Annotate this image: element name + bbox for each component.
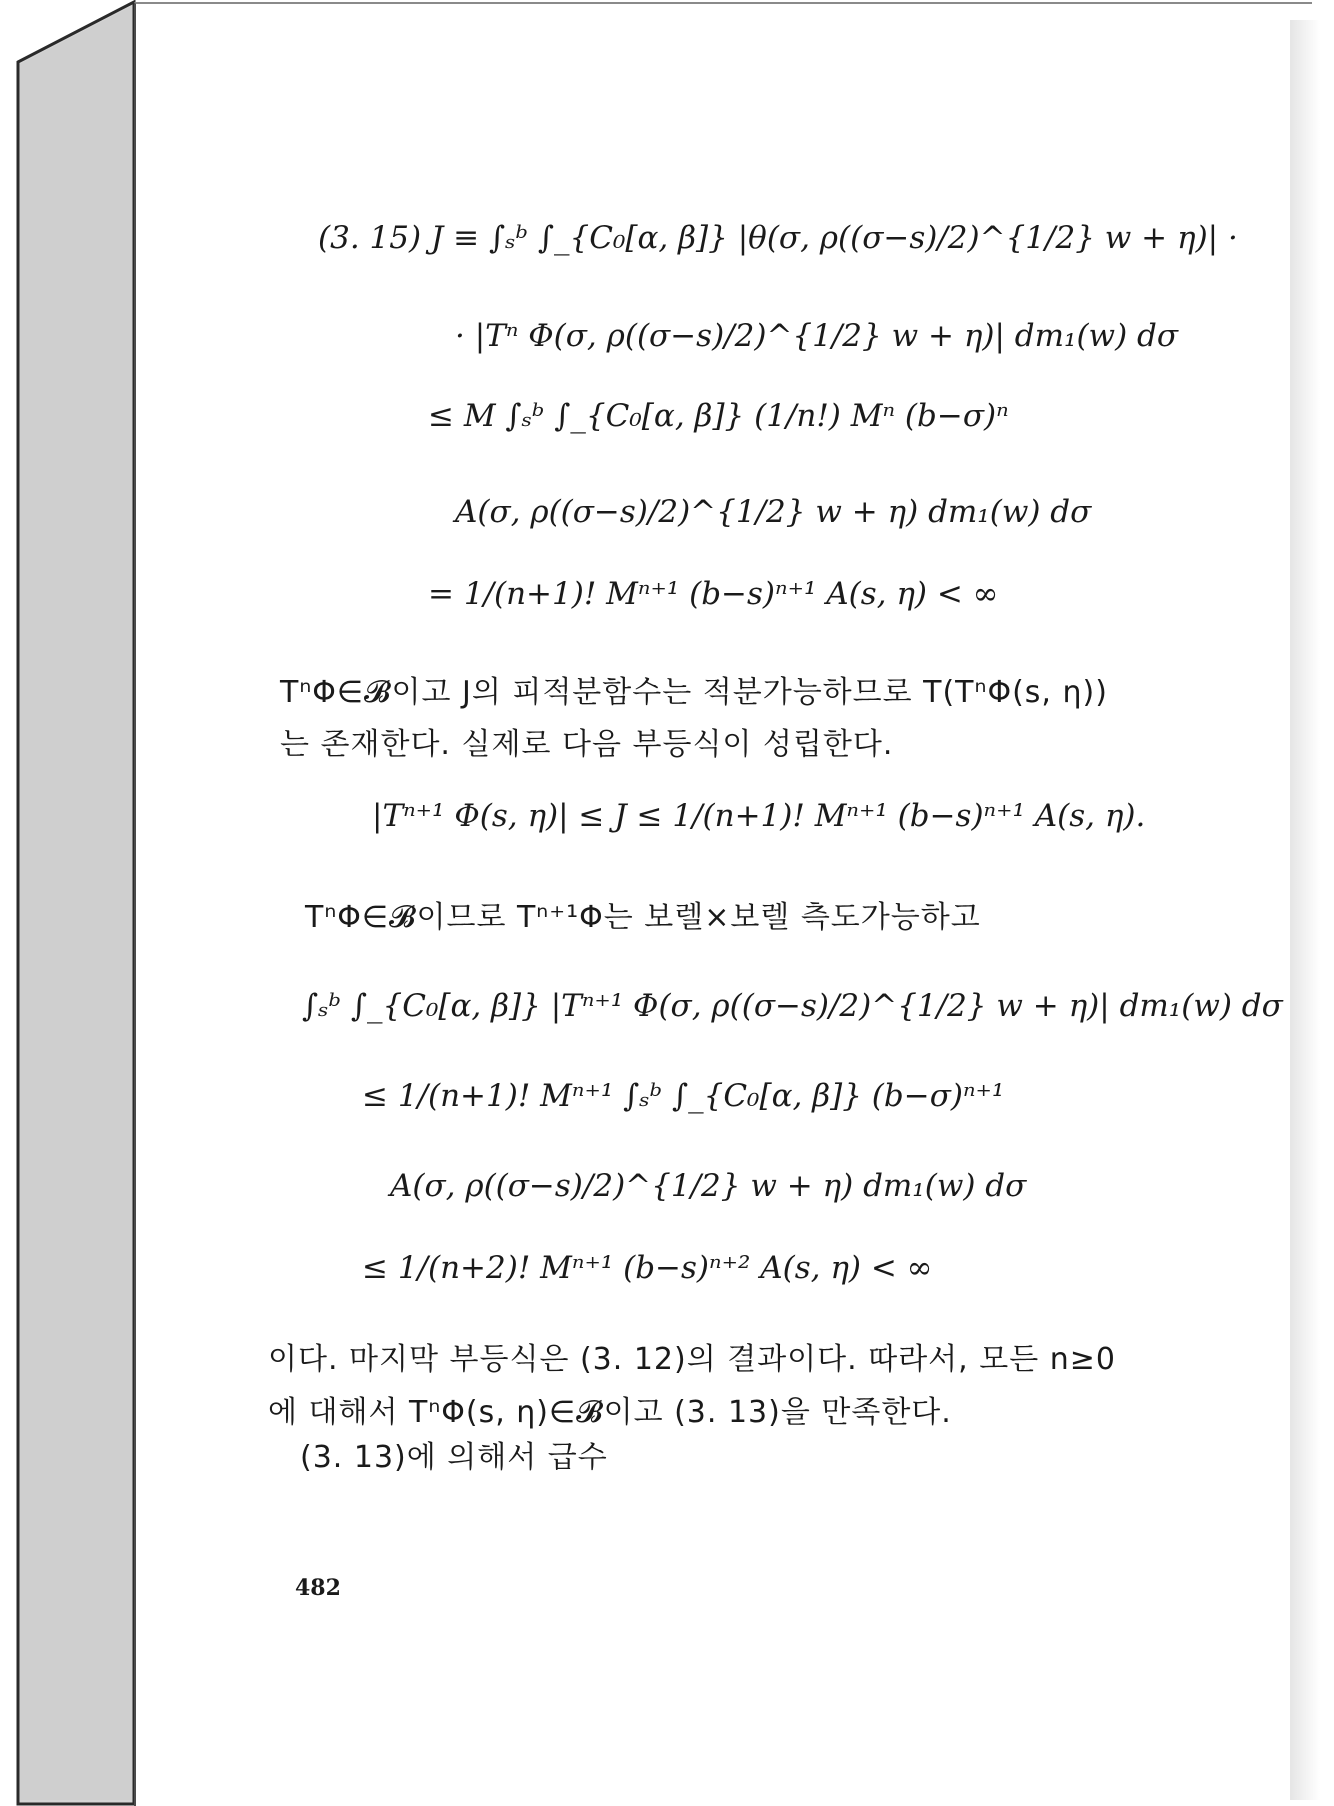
equation-line: ≤ M ∫ₛᵇ ∫_{C₀[α, β]} (1/n!) Mⁿ (b−σ)ⁿ xyxy=(428,398,1009,434)
equation-line: = 1/(n+1)! Mⁿ⁺¹ (b−s)ⁿ⁺¹ A(s, η) < ∞ xyxy=(428,576,999,612)
paragraph-line: 는 존재한다. 실제로 다음 부등식이 성립한다. xyxy=(280,727,894,762)
paragraph-line: 이다. 마지막 부등식은 (3. 12)의 결과이다. 따라서, 모든 n≥0 xyxy=(268,1342,1116,1377)
equation-line: ≤ 1/(n+1)! Mⁿ⁺¹ ∫ₛᵇ ∫_{C₀[α, β]} (b−σ)ⁿ⁺¹ xyxy=(362,1078,1005,1114)
page-number: 482 xyxy=(295,1575,341,1601)
paragraph-line: (3. 13)에 의해서 급수 xyxy=(300,1440,608,1475)
page-shadow xyxy=(1290,20,1320,1800)
equation-line: ≤ 1/(n+2)! Mⁿ⁺¹ (b−s)ⁿ⁺² A(s, η) < ∞ xyxy=(362,1250,933,1286)
paragraph-line: 에 대해서 TⁿΦ(s, η)∈𝓑이고 (3. 13)을 만족한다. xyxy=(268,1395,952,1430)
equation-line: A(σ, ρ((σ−s)/2)^{1/2} w + η) dm₁(w) dσ xyxy=(455,494,1092,530)
paragraph-line: TⁿΦ∈𝓑이고 J의 피적분함수는 적분가능하므로 T(TⁿΦ(s, η)) xyxy=(280,675,1108,710)
equation-line: ∫ₛᵇ ∫_{C₀[α, β]} |Tⁿ⁺¹ Φ(σ, ρ((σ−s)/2)^{1/2} w + η)| dm₁(w) dσ xyxy=(302,988,1283,1024)
equation-3-15: (3. 15) J ≡ ∫ₛᵇ ∫_{C₀[α, β]} |θ(σ, ρ((σ−s)/2)^{1/2} w + η)| · xyxy=(318,220,1238,256)
book-side xyxy=(0,0,140,1806)
equation-line: A(σ, ρ((σ−s)/2)^{1/2} w + η) dm₁(w) dσ xyxy=(390,1168,1027,1204)
equation-inequality: |Tⁿ⁺¹ Φ(s, η)| ≤ J ≤ 1/(n+1)! Mⁿ⁺¹ (b−s)ⁿ⁺¹ A(s, η). xyxy=(372,798,1146,834)
equation-line: · |Tⁿ Φ(σ, ρ((σ−s)/2)^{1/2} w + η)| dm₁(w) dσ xyxy=(455,318,1179,354)
paragraph-line: TⁿΦ∈𝓑이므로 Tⁿ⁺¹Φ는 보렐×보렐 측도가능하고 xyxy=(305,900,981,935)
